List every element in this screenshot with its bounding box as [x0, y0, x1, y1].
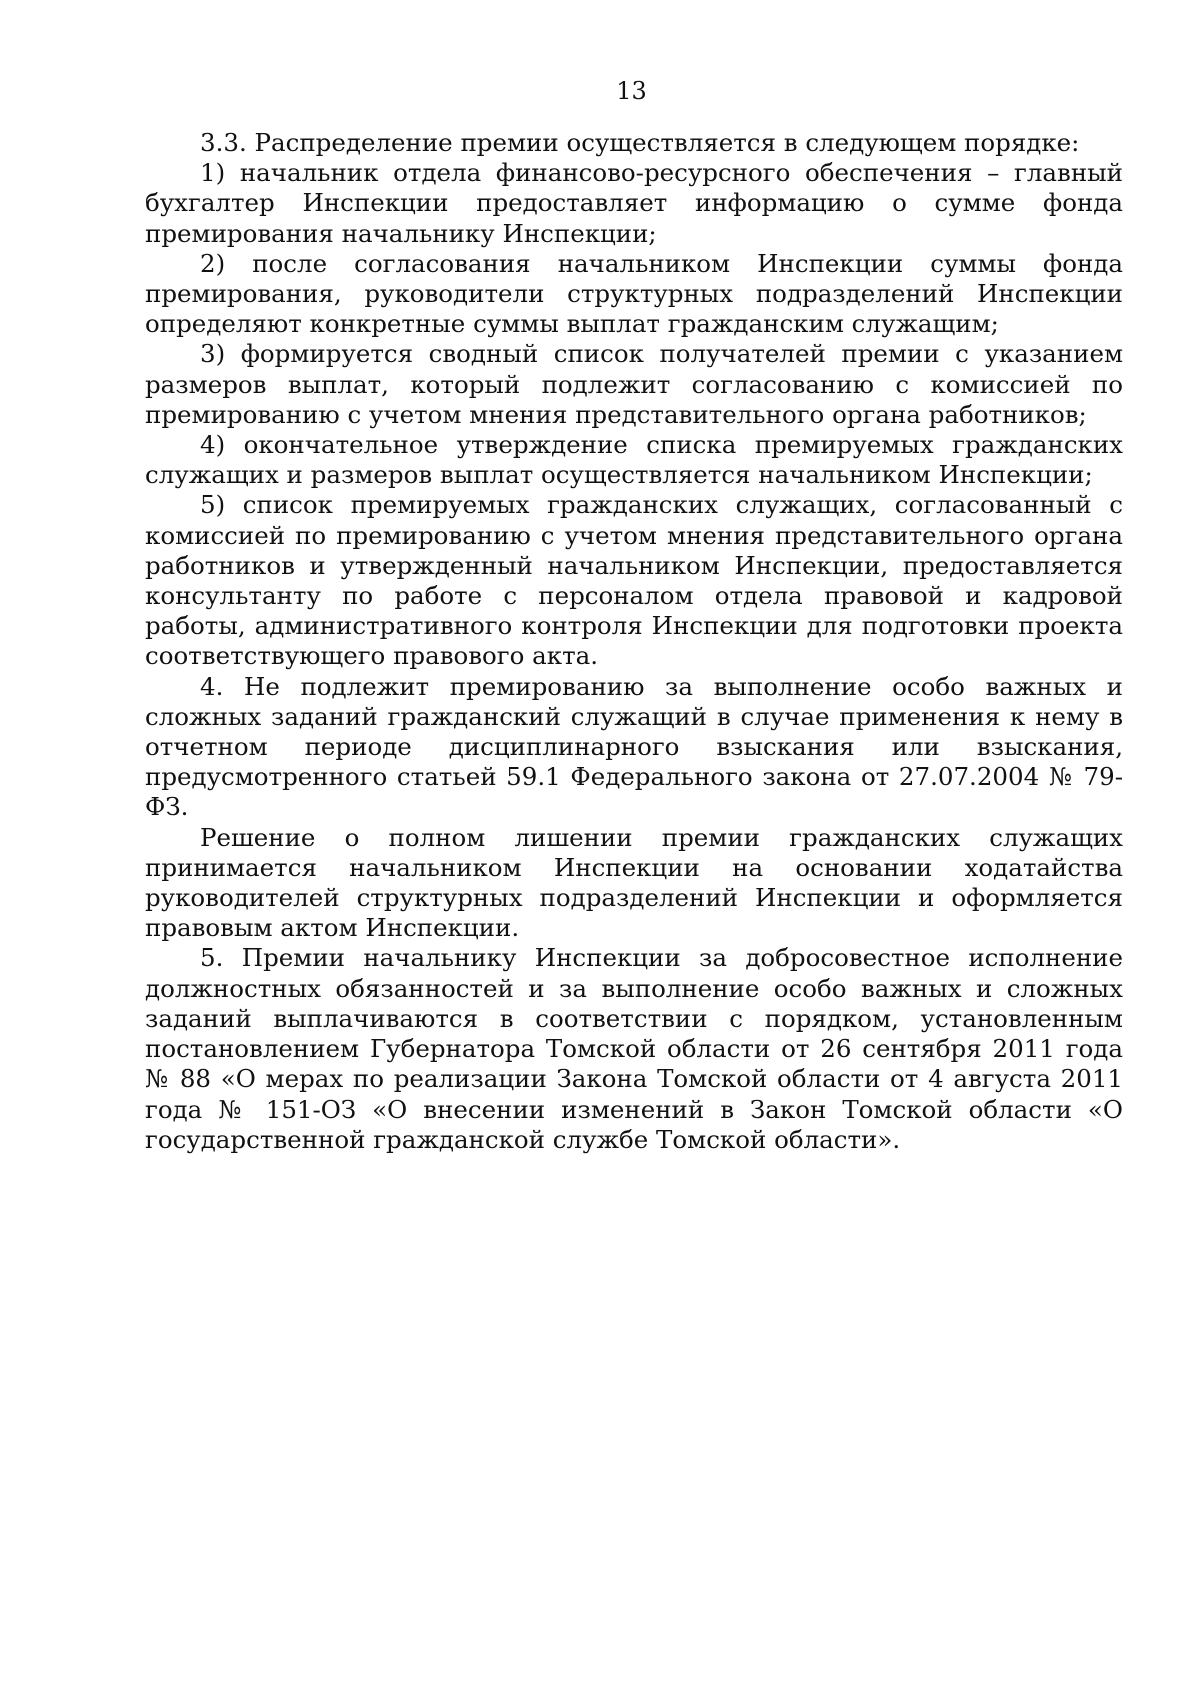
paragraph-item-3: 3) формируется сводный список получателей премии с указанием размеров выплат, который подлежит согласованию с комиссией по премированию с учетом мнения представительного органа работников; — [145, 339, 1123, 429]
document-body — [145, 128, 1123, 1155]
paragraph-item-4: 4) окончательное утверждение списка премируемых гражданских служащих и размеров выплат осуществляется начальником Инспекции; — [145, 430, 1123, 490]
paragraph-decision: Решение о полном лишении премии гражданских служащих принимается начальником Инспекции на основании ходатайства руководителей структурных подразделений Инспекции и оформляется правовым актом Инспекции. — [145, 822, 1123, 943]
paragraph-item-5: 5) список премируемых гражданских служащих, согласованный с комиссией по премированию с учетом мнения представительного органа работников и утвержденный начальником Инспекции, предоставляется консультанту по работе с персоналом отдела правовой и кадровой работы, административного контроля Инспекции для подготовки проекта соответствующего правового акта. — [145, 490, 1123, 671]
paragraph-item-1: 1) начальник отдела финансово-ресурсного обеспечения – главный бухгалтер Инспекции предоставляет информацию о сумме фонда премирования начальнику Инспекции; — [145, 158, 1123, 248]
paragraph-section-4: 4. Не подлежит премированию за выполнение особо важных и сложных заданий гражданский служащий в случае применения к нему в отчетном периоде дисциплинарного взыскания или взыскания, предусмотренного статьей 59.1 Федерального закона от 27.07.2004 № 79-ФЗ. — [145, 671, 1123, 822]
paragraph-3-3-intro: 3.3. Распределение премии осуществляется в следующем порядке: — [200, 128, 1080, 157]
paragraph-item-2: 2) после согласования начальником Инспекции суммы фонда премирования, руководители структурных подразделений Инспекции определяют конкретные суммы выплат гражданским служащим; — [145, 248, 1123, 339]
paragraph-section-5: 5. Премии начальнику Инспекции за добросовестное исполнение должностных обязанностей и за выполнение особо важных и сложных заданий выплачиваются в соответствии с порядком, установленным постановлением Губернатора Томской области от 26 сентября 2011 года № 88 «О мерах по реализации Закона Томской области от 4 августа 2011 года № 151-ОЗ «О внесении изменений в Закон Томской области «О государственной гражданской службе Томской области». — [145, 943, 1123, 1154]
page-number: 13 — [616, 77, 647, 105]
